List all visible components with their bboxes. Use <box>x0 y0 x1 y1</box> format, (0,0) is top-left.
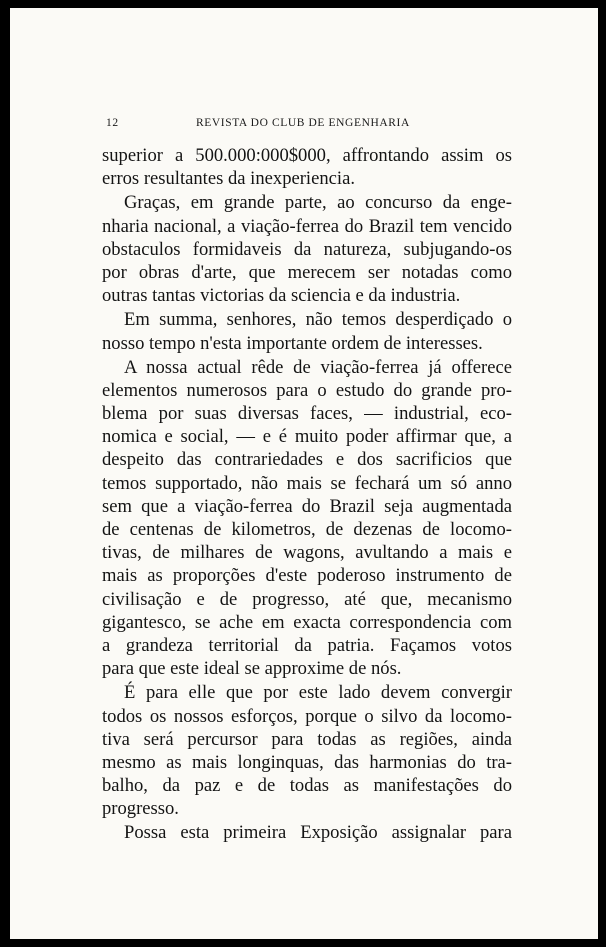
page-number: 12 <box>106 117 119 129</box>
text-line: sem que a viação-ferrea do Brazil seja augmentada <box>102 495 512 517</box>
text-line: obstaculos formidaveis da natureza, subjugando-os <box>102 238 512 260</box>
text-line: para que este ideal se approxime de nós. <box>102 658 402 680</box>
text-line: progresso. <box>102 798 179 820</box>
body-text <box>102 144 512 845</box>
text-line: nosso tempo n'esta importante ordem de interesses. <box>102 332 483 354</box>
text-line: temos supportado, não mais se fechará um só anno <box>102 472 512 494</box>
text-line: mais as proporções d'este poderoso instrumento de <box>102 565 512 587</box>
text-line: civilisação e de progresso, até que, mecanismo <box>102 588 512 610</box>
text-line: por obras d'arte, que merecem ser notadas como <box>102 261 512 283</box>
paragraph <box>102 144 512 190</box>
text-line: elementos numerosos para o estudo do grande pro- <box>102 379 512 401</box>
text-line: a grandeza territorial da patria. Façamos votos <box>102 634 512 656</box>
text-line: despeito das contrariedades e dos sacrificios que <box>102 449 512 471</box>
paragraph <box>102 356 512 681</box>
text-line: Em summa, senhores, não temos desperdiçado o <box>124 309 512 331</box>
text-line: mesmo as mais longinquas, das harmonias do tra- <box>102 751 512 773</box>
text-line: A nossa actual rêde de viação-ferrea já offerece <box>124 356 512 378</box>
text-line: de centenas de kilometros, de dezenas de locomo- <box>102 519 512 540</box>
text-line: É para elle que por este lado devem convergir <box>124 682 512 704</box>
text-line: tiva será percursor para todas as regiões, ainda <box>102 728 512 750</box>
book-page <box>10 8 598 939</box>
text-line: tivas, de milhares de wagons, avultando a mais e <box>102 542 512 564</box>
text-line: Graças, em grande parte, ao concurso da enge- <box>124 192 512 214</box>
paragraph <box>102 308 512 354</box>
paragraph <box>102 681 512 820</box>
text-line: nomica e social, — e é muito poder affirmar que, a <box>102 426 512 448</box>
text-line: blema por suas diversas faces, — industrial, eco- <box>102 403 512 425</box>
running-head <box>106 117 526 133</box>
text-line: gigantesco, se ache em exacta correspondencia com <box>102 611 512 633</box>
paragraph <box>102 191 512 307</box>
paragraph <box>102 821 512 844</box>
text-line: nharia nacional, a viação-ferrea do Brazil tem vencido <box>102 215 512 237</box>
text-line: Possa esta primeira Exposição assignalar para <box>124 822 512 844</box>
text-line: todos os nossos esforços, porque o silvo da locomo- <box>102 705 512 727</box>
text-line: superior a 500.000:000$000, affrontando assim os <box>102 145 512 166</box>
text-line: erros resultantes da inexperiencia. <box>102 168 355 190</box>
journal-title: REVISTA DO CLUB DE ENGENHARIA <box>196 117 410 129</box>
text-line: outras tantas victorias da sciencia e da industria. <box>102 285 461 307</box>
text-line: balho, da paz e de todas as manifestações do <box>102 775 512 797</box>
